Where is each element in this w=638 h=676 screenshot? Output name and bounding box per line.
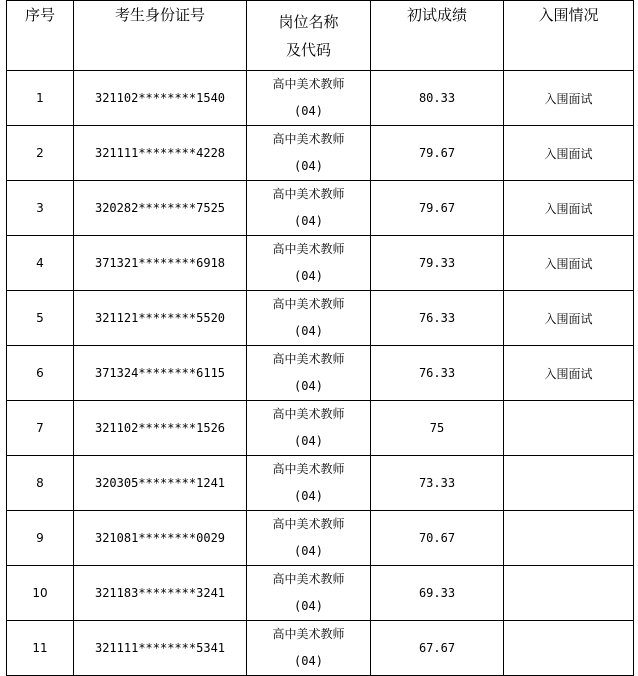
cell-index: 9 [7,511,74,566]
cell-post-name: 高中美术教师 [272,132,345,146]
table-row [7,566,634,621]
table-row [7,291,634,346]
cell-score: 75 [371,401,504,456]
cell-id: 321102********1526 [74,401,247,456]
cell-index: 2 [7,126,74,181]
cell-post [247,236,371,291]
cell-post [247,346,371,401]
header-id: 考生身份证号 [74,1,247,71]
table-row [7,126,634,181]
cell-post [247,456,371,511]
cell-post-name: 高中美术教师 [272,572,345,586]
cell-post-name: 高中美术教师 [272,517,345,531]
cell-id: 321121********5520 [74,291,247,346]
cell-status: 入围面试 [504,236,634,291]
cell-id: 321111********5341 [74,621,247,676]
cell-post-code: (04) [294,379,323,393]
cell-id: 321111********4228 [74,126,247,181]
header-row [7,1,634,71]
cell-score: 67.67 [371,621,504,676]
cell-post-name: 高中美术教师 [272,352,345,366]
cell-status [504,621,634,676]
table-row [7,511,634,566]
cell-status [504,456,634,511]
header-post: 岗位名称及代码 [247,1,371,71]
table-row [7,236,634,291]
cell-score: 70.67 [371,511,504,566]
cell-status: 入围面试 [504,291,634,346]
cell-post-name: 高中美术教师 [272,297,345,311]
cell-post [247,181,371,236]
cell-id: 321081********0029 [74,511,247,566]
cell-post-code: (04) [294,104,323,118]
cell-index: 1 [7,71,74,126]
cell-score: 76.33 [371,291,504,346]
cell-post [247,291,371,346]
cell-post-name: 高中美术教师 [272,407,345,421]
cell-post-code: (04) [294,489,323,503]
cell-score: 79.67 [371,181,504,236]
cell-id: 321183********3241 [74,566,247,621]
cell-post-code: (04) [294,434,323,448]
table-row [7,181,634,236]
header-status: 入围情况 [504,1,634,71]
cell-post [247,621,371,676]
cell-score: 79.33 [371,236,504,291]
cell-index: 11 [7,621,74,676]
cell-post-code: (04) [294,214,323,228]
cell-status [504,566,634,621]
cell-index: 7 [7,401,74,456]
cell-index: 8 [7,456,74,511]
cell-post-name: 高中美术教师 [272,627,345,641]
cell-index: 4 [7,236,74,291]
results-table [6,0,634,676]
cell-id: 320305********1241 [74,456,247,511]
table-row [7,71,634,126]
cell-score: 76.33 [371,346,504,401]
cell-post-name: 高中美术教师 [272,462,345,476]
cell-post-code: (04) [294,599,323,613]
table-row [7,621,634,676]
cell-post-name: 高中美术教师 [272,187,345,201]
cell-post-code: (04) [294,269,323,283]
table-row [7,346,634,401]
cell-id: 371321********6918 [74,236,247,291]
cell-index: 3 [7,181,74,236]
cell-status: 入围面试 [504,71,634,126]
cell-post [247,71,371,126]
cell-index: 10 [7,566,74,621]
cell-status: 入围面试 [504,346,634,401]
cell-post-code: (04) [294,544,323,558]
header-score: 初试成绩 [371,1,504,71]
cell-post [247,511,371,566]
cell-status [504,401,634,456]
cell-score: 79.67 [371,126,504,181]
cell-post-code: (04) [294,654,323,668]
cell-id: 371324********6115 [74,346,247,401]
cell-status [504,511,634,566]
cell-post [247,566,371,621]
header-index: 序号 [7,1,74,71]
table-row [7,456,634,511]
cell-status: 入围面试 [504,181,634,236]
cell-post-code: (04) [294,159,323,173]
cell-post [247,401,371,456]
cell-post [247,126,371,181]
cell-score: 69.33 [371,566,504,621]
cell-id: 321102********1540 [74,71,247,126]
cell-score: 73.33 [371,456,504,511]
table-row [7,401,634,456]
cell-post-name: 高中美术教师 [272,77,345,91]
cell-post-code: (04) [294,324,323,338]
cell-post-name: 高中美术教师 [272,242,345,256]
cell-id: 320282********7525 [74,181,247,236]
cell-status: 入围面试 [504,126,634,181]
cell-index: 5 [7,291,74,346]
cell-index: 6 [7,346,74,401]
cell-score: 80.33 [371,71,504,126]
